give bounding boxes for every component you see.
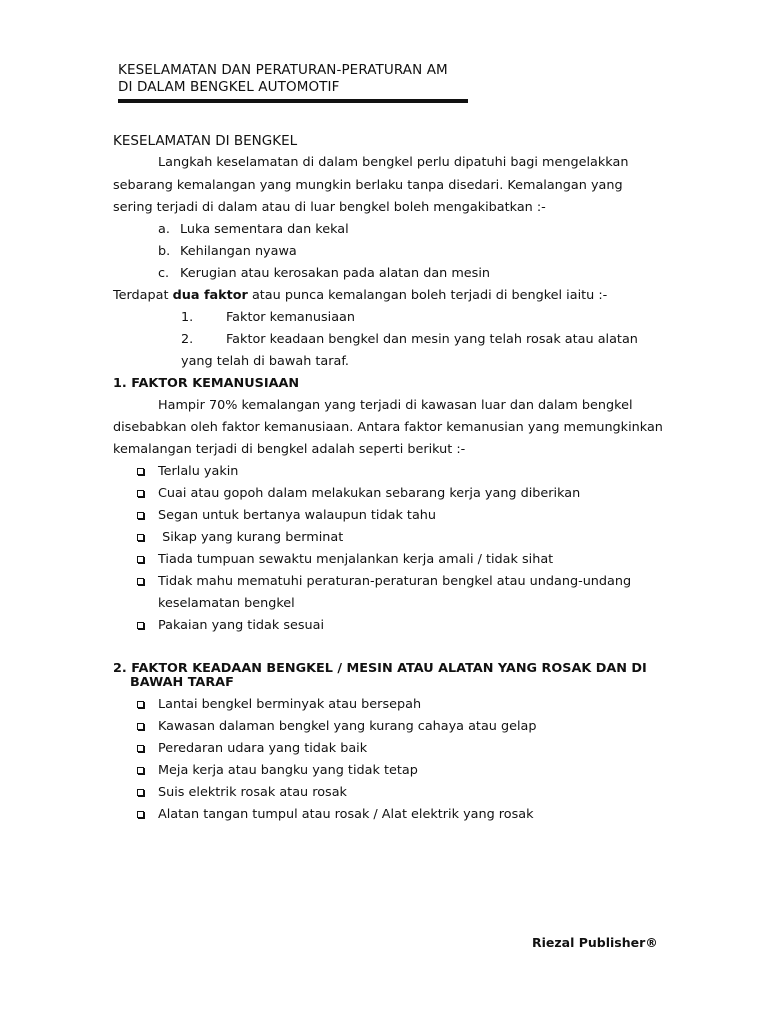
section-heading-human-factor: 1. FAKTOR KEMANUSIAAN bbox=[113, 376, 300, 391]
section-heading-workshop-factor-cont: BAWAH TARAF bbox=[130, 675, 234, 690]
checkbox-bullet-icon bbox=[137, 701, 144, 708]
checkbox-bullet-icon bbox=[137, 622, 144, 629]
list-text: Kerugian atau kerosakan pada alatan dan mesin bbox=[180, 266, 491, 281]
bullet-item bbox=[0, 741, 768, 757]
list-item bbox=[158, 244, 297, 260]
checkbox-bullet-icon bbox=[137, 534, 144, 541]
bullet-text: Pakaian yang tidak sesuai bbox=[158, 618, 325, 633]
bullet-item bbox=[0, 574, 768, 590]
checkbox-bullet-icon bbox=[137, 745, 144, 752]
bullet-item bbox=[0, 464, 768, 480]
document-title bbox=[118, 62, 448, 96]
item-number: 2. bbox=[181, 332, 194, 347]
bullet-text: Tiada tumpuan sewaktu menjalankan kerja amali / tidak sihat bbox=[158, 552, 554, 567]
bullet-item bbox=[0, 763, 768, 779]
title-line-1: KESELAMATAN DAN PERATURAN-PERATURAN AM bbox=[118, 62, 448, 78]
intro-bold-text: dua faktor bbox=[172, 288, 248, 303]
bullet-text: Kawasan dalaman bengkel yang kurang cahaya atau gelap bbox=[158, 719, 537, 734]
checkbox-bullet-icon bbox=[137, 723, 144, 730]
bullet-text: Lantai bengkel berminyak atau bersepah bbox=[158, 697, 422, 712]
paragraph-line: sering terjadi di dalam atau di luar bengkel boleh mengakibatkan :- bbox=[113, 200, 546, 215]
bullet-item bbox=[0, 785, 768, 801]
list-label: b. bbox=[158, 244, 171, 259]
bullet-item bbox=[0, 807, 768, 823]
bullet-item bbox=[0, 697, 768, 713]
bullet-text: Segan untuk bertanya walaupun tidak tahu bbox=[158, 508, 437, 523]
bullet-continuation: keselamatan bengkel bbox=[158, 596, 295, 611]
bullet-text: Peredaran udara yang tidak baik bbox=[158, 741, 368, 756]
bullet-item bbox=[0, 552, 768, 568]
paragraph-line: disebabkan oleh faktor kemanusiaan. Antara faktor kemanusian yang memungkinkan bbox=[113, 420, 663, 435]
numbered-item bbox=[181, 332, 638, 348]
item-text: Faktor kemanusiaan bbox=[226, 310, 355, 325]
checkbox-bullet-icon bbox=[137, 490, 144, 497]
bullet-text: Terlalu yakin bbox=[158, 464, 239, 479]
checkbox-bullet-icon bbox=[137, 468, 144, 475]
bullet-item bbox=[0, 508, 768, 524]
numbered-item bbox=[181, 310, 355, 326]
list-item bbox=[158, 266, 491, 282]
bullet-text: Cuai atau gopoh dalam melakukan sebarang kerja yang diberikan bbox=[158, 486, 581, 501]
bullet-text: Tidak mahu mematuhi peraturan-peraturan bengkel atau undang-undang bbox=[158, 574, 632, 589]
paragraph-line: Hampir 70% kemalangan yang terjadi di kawasan luar dan dalam bengkel bbox=[158, 398, 633, 413]
list-label: c. bbox=[158, 266, 170, 281]
checkbox-bullet-icon bbox=[137, 512, 144, 519]
bullet-text: Sikap yang kurang berminat bbox=[158, 530, 344, 545]
checkbox-bullet-icon bbox=[137, 767, 144, 774]
bullet-item bbox=[0, 530, 768, 546]
list-label: a. bbox=[158, 222, 170, 237]
bullet-item bbox=[0, 719, 768, 735]
paragraph-line: kemalangan terjadi di bengkel adalah seperti berikut :- bbox=[113, 442, 466, 457]
bullet-text: Meja kerja atau bangku yang tidak tetap bbox=[158, 763, 418, 778]
intro-text: Terdapat bbox=[113, 288, 173, 303]
checkbox-bullet-icon bbox=[137, 556, 144, 563]
checkbox-bullet-icon bbox=[137, 789, 144, 796]
checkbox-bullet-icon bbox=[137, 578, 144, 585]
numbered-item-continuation: yang telah di bawah taraf. bbox=[181, 354, 349, 369]
list-item bbox=[158, 222, 349, 238]
list-text: Kehilangan nyawa bbox=[180, 244, 297, 259]
section-heading-workshop-factor: 2. FAKTOR KEADAAN BENGKEL / MESIN ATAU ALATAN YANG ROSAK DAN DI bbox=[113, 661, 647, 676]
item-number: 1. bbox=[181, 310, 194, 325]
section-heading-safety: KESELAMATAN DI BENGKEL bbox=[113, 133, 298, 149]
list-text: Luka sementara dan kekal bbox=[180, 222, 349, 237]
bullet-text: Suis elektrik rosak atau rosak bbox=[158, 785, 347, 800]
checkbox-bullet-icon bbox=[137, 811, 144, 818]
bullet-text: Alatan tangan tumpul atau rosak / Alat elektrik yang rosak bbox=[158, 807, 534, 822]
item-text: Faktor keadaan bengkel dan mesin yang telah rosak atau alatan bbox=[226, 332, 638, 347]
title-line-2: DI DALAM BENGKEL AUTOMOTIF bbox=[118, 79, 340, 95]
bullet-item bbox=[0, 618, 768, 634]
factors-intro bbox=[113, 288, 607, 304]
intro-text: atau punca kemalangan boleh terjadi di bengkel iaitu :- bbox=[247, 288, 608, 303]
publisher-footer: Riezal Publisher® bbox=[532, 935, 658, 950]
bullet-item bbox=[0, 486, 768, 502]
paragraph-line: sebarang kemalangan yang mungkin berlaku tanpa disedari. Kemalangan yang bbox=[113, 178, 623, 193]
paragraph-line: Langkah keselamatan di dalam bengkel perlu dipatuhi bagi mengelakkan bbox=[158, 155, 629, 170]
title-underline bbox=[118, 99, 468, 103]
